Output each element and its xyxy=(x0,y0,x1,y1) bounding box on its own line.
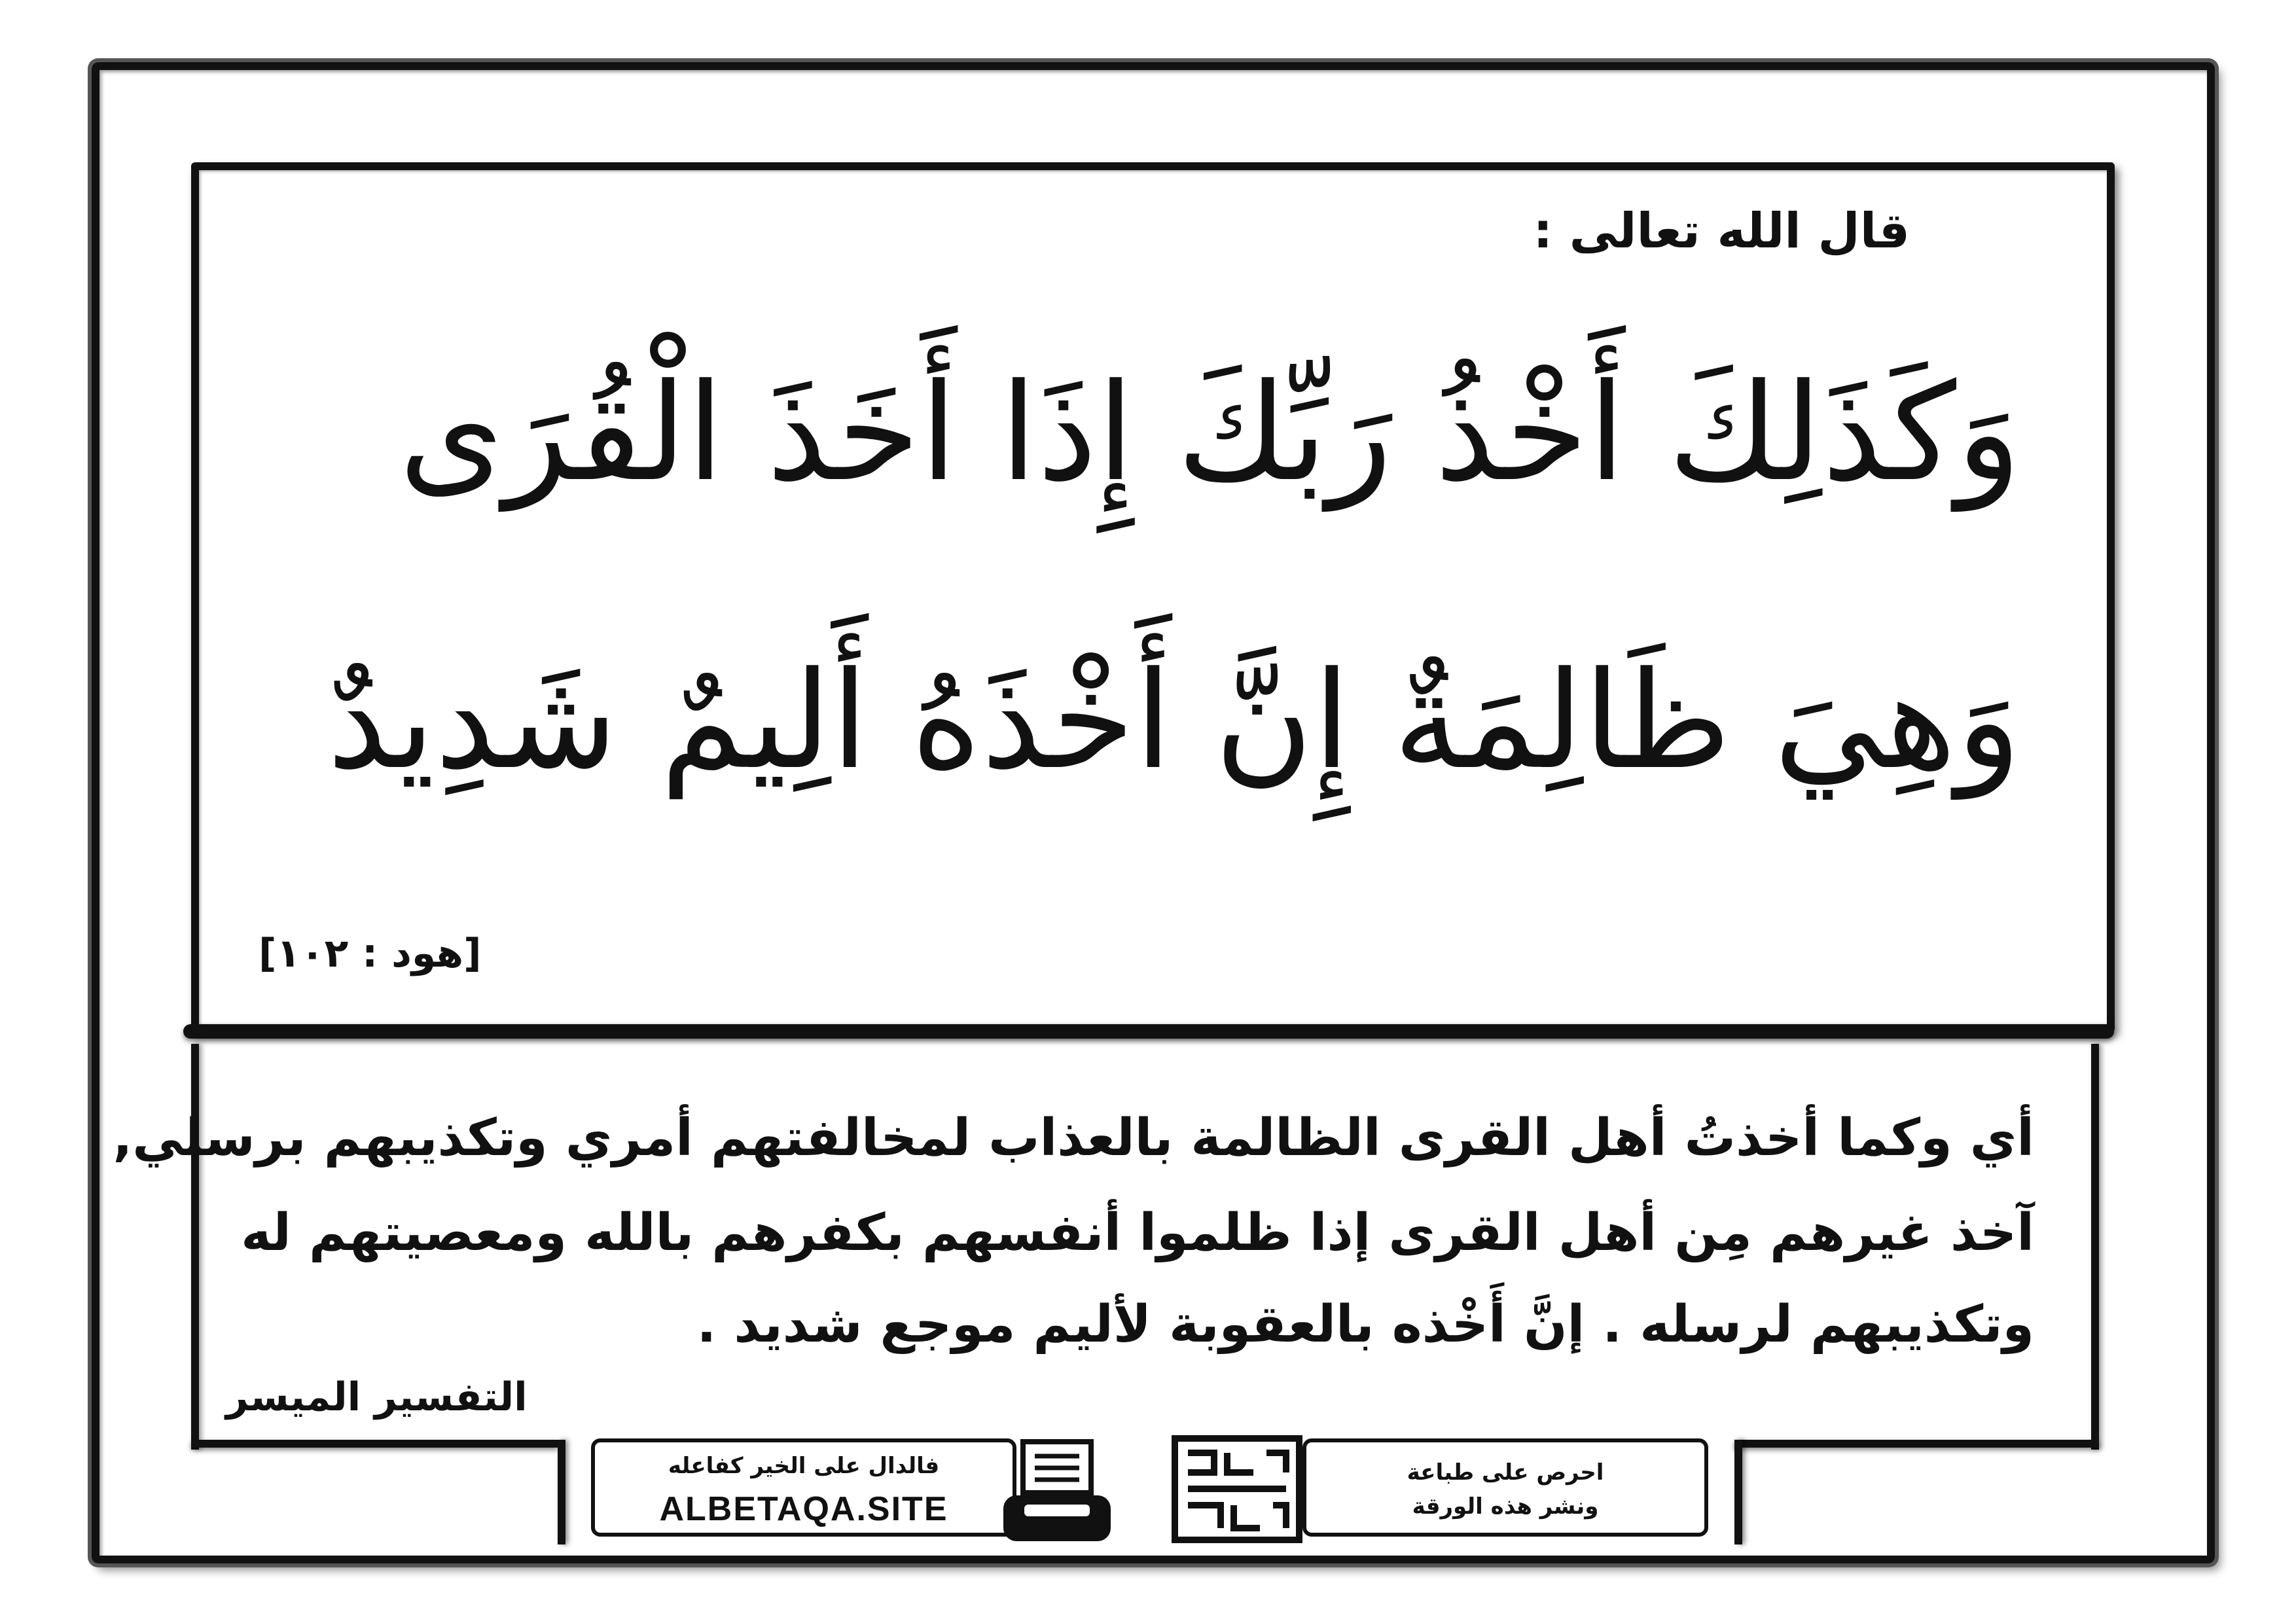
logo-icon xyxy=(1168,1433,1306,1544)
verse-line-1: وَكَذَلِكَ أَخْذُ رَبِّكَ إِذَا أَخَذَ الْقُرَى xyxy=(399,355,2021,511)
printer-icon xyxy=(998,1436,1116,1548)
bottom-left-post xyxy=(558,1440,565,1544)
print-badge-line-2: ونشر هذه الورقة xyxy=(1412,1493,1599,1520)
site-badge[interactable] xyxy=(591,1438,1016,1537)
site-slogan: فالدال على الخير كفاعله xyxy=(668,1453,940,1479)
site-url[interactable]: ALBETAQA.SITE xyxy=(659,1490,948,1528)
print-badge-line-1: احرص على طباعة xyxy=(1407,1459,1604,1486)
bottom-right-post xyxy=(1734,1440,1742,1544)
tafsir-line-3: وتكذيبهم لرسله . إنَّ أَخْذه بالعقوبة لأليم موجع شديد . xyxy=(696,1295,2034,1354)
tafsir-line-2: آخذ غيرهم مِن أهل القرى إذا ظلموا أنفسهم بكفرهم بالله ومعصيتهم له xyxy=(241,1204,2034,1262)
tafsir-line-1: أي وكما أخذتُ أهل القرى الظالمة بالعذاب لمخالفتهم أمري وتكذيبهم برسلي, xyxy=(113,1109,2034,1168)
panel-divider xyxy=(183,1024,2114,1039)
print-badge xyxy=(1302,1438,1708,1537)
bottom-left-border xyxy=(191,1440,558,1448)
verse-line-2: وَهِيَ ظَالِمَةٌ إِنَّ أَخْذَهُ أَلِيمٌ شَدِيدٌ xyxy=(327,643,2021,799)
lower-right-border xyxy=(2091,1044,2099,1450)
bottom-right-border xyxy=(1734,1440,2099,1448)
tafsir-source: التفسير الميسر xyxy=(226,1374,528,1420)
verse-panel xyxy=(191,162,2115,1032)
verse-reference: [هود : ١٠٢] xyxy=(259,931,482,976)
lower-left-border xyxy=(191,1044,199,1450)
verse-intro: قال الله تعالى : xyxy=(1533,203,1910,259)
